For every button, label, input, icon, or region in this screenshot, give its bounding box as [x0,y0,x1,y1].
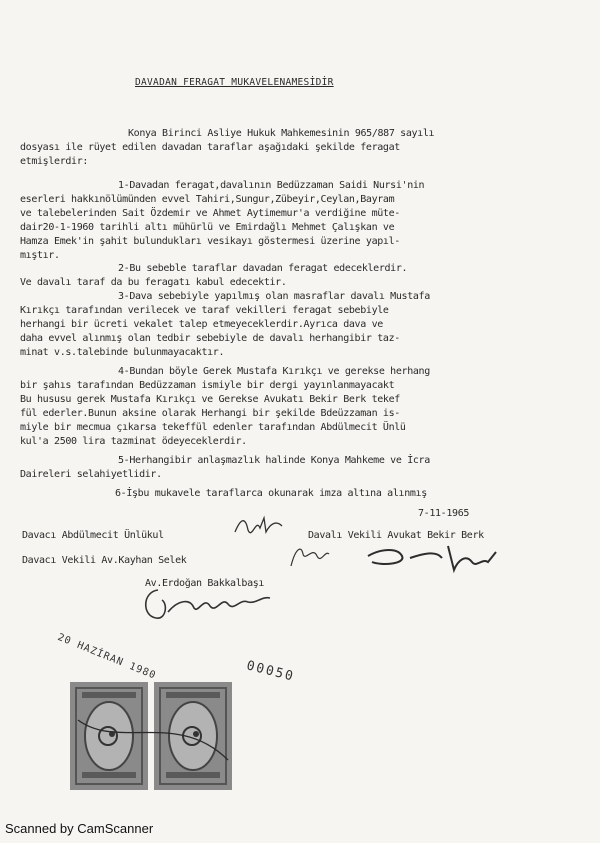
body-line: 4-Bundan böyle Gerek Mustafa Kırıkçı ve gerekse herhang [118,366,430,377]
body-line: fül ederler.Bunun aksine olarak Herhangi bir şekilde Bdeüzzaman is- [20,408,400,419]
revenue-stamps [68,680,238,795]
body-line: 5-Herhangibir anlaşmazlık halinde Konya Mahkeme ve İcra [118,455,430,466]
body-line: mıştır. [20,250,60,261]
body-line: ve talebelerinden Sait Özdemir ve Ahmet Aytimemur'a verdiğine müte- [20,208,400,219]
body-line: 2-Bu sebeble taraflar davadan feragat edeceklerdir. [118,263,408,274]
body-line: Ve davalı taraf da bu feragatı kabul edecektir. [20,277,287,288]
document-title: DAVADAN FERAGAT MUKAVELENAMESİDİR [135,77,334,88]
body-line: 1-Davadan feragat,davalının Bedüzzaman Saidi Nursi'nin [118,180,425,191]
body-line: 3-Dava sebebiyle yapılmış olan masraflar davalı Mustafa [118,291,430,302]
body-line: Bu hususu gerek Mustafa Kırıkçı ve Gerekse Avukatı Bekir Berk tekef [20,394,400,405]
body-line: Daireleri selahiyetlidir. [20,469,162,480]
kayhan-selek-signature [283,540,333,570]
erdogan-bakkalbasi-signature [138,582,278,624]
second-attorney-signatory: Av.Erdoğan Bakkalbaşı [145,578,265,589]
body-line: dosyası ile rüyet edilen davadan taraflar aşağıdaki şekilde feragat [20,142,400,153]
body-line: Konya Birinci Asliye Hukuk Mahkemesinin 965/887 sayılı [128,128,435,139]
body-line: bir şahıs tarafından Bedüzzaman ismiyle bir dergi yayınlanmayacakt [20,380,395,391]
document-date: 7-11-1965 [418,508,470,519]
plaintiff-signature [230,510,290,540]
body-line: eserleri hakkınölümünden evvel Tahiri,Sungur,Zübeyir,Ceylan,Bayram [20,194,395,205]
body-line: 6-İşbu mukavele taraflarca okunarak imza altına alınmış [115,488,427,499]
received-date-stamp: 20 HAZİRAN 1980 [55,632,158,682]
body-line: dair20-1-1960 tarihli altı mühürlü ve Emirdağlı Mehmet Çalışkan ve [20,222,395,233]
body-line: daha evvel alınmış olan tedbir sebebiyle de davalı herhangibir taz- [20,333,400,344]
defendant-attorney-signatory: Davalı Vekili Avukat Bekir Berk [308,530,484,541]
body-line: herhangi bir ücreti vekalet talep etmeyeceklerdir.Ayrıca dava ve [20,319,383,330]
body-line: etmişlerdir: [20,156,89,167]
stamp-number: 00050 [244,658,297,685]
scanner-watermark: Scanned by CamScanner [5,821,154,836]
body-line: Kırıkçı tarafından verilecek ve taraf vekilleri feragat sebebiyle [20,305,389,316]
plaintiff-attorney-signatory: Davacı Vekili Av.Kayhan Selek [22,555,187,566]
bekir-berk-signature [362,540,542,576]
body-line: minat v.s.talebinde bulunmayacaktır. [20,347,225,358]
body-line: miyle bir mecmua çıkarsa tekeffül edenler tarafından Abdülmecit Ünlü [20,422,406,433]
body-line: kul'a 2500 lira tazminat ödeyeceklerdir. [20,436,247,447]
plaintiff-signatory: Davacı Abdülmecit Ünlükul [22,530,164,541]
body-line: Hamza Emek'in şahit bulundukları vesikayı göstermesi üzerine yapıl- [20,236,400,247]
